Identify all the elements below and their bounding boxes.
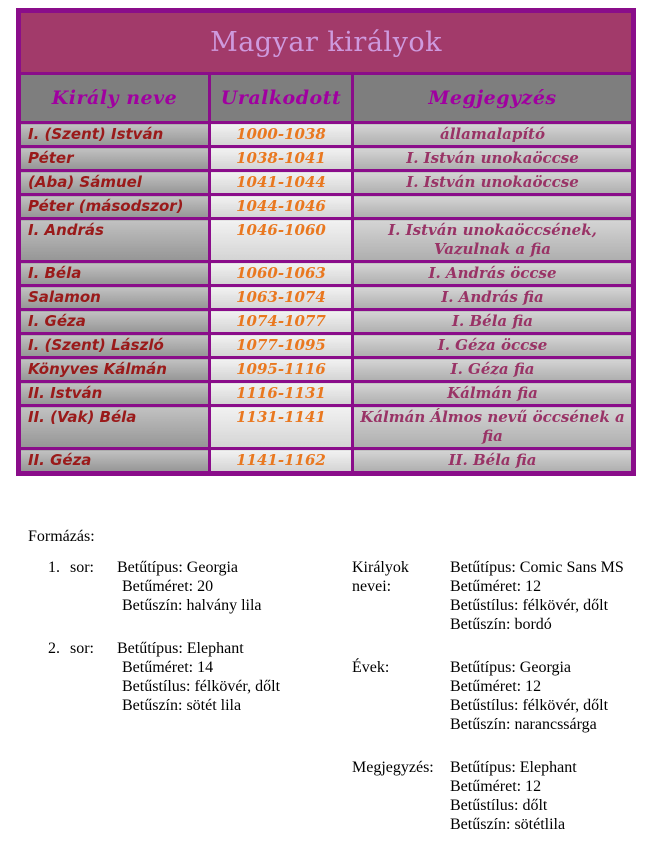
table-row — [19, 286, 634, 310]
note-cell: II. Béla fia — [353, 449, 634, 474]
table-row — [19, 147, 634, 171]
note-cell: államalapító — [353, 123, 634, 147]
note-cell: I. István unokaöccse — [353, 171, 634, 195]
table-row — [19, 406, 634, 449]
king-name-cell: I. Géza — [19, 310, 210, 334]
format-line: Betűméret: 12 — [450, 678, 542, 695]
format-item — [352, 558, 642, 634]
format-line: Betűméret: 12 — [450, 778, 542, 795]
formatting-left-column — [48, 558, 338, 739]
kings-table — [16, 8, 636, 476]
format-line: Betűméret: 20 — [122, 578, 214, 595]
format-line: Betűméret: 12 — [450, 578, 542, 595]
format-item-lines — [117, 639, 338, 715]
header-row — [19, 74, 634, 123]
format-line: Betűszín: sötét lila — [122, 697, 242, 714]
reign-cell: 1046-1060 — [210, 219, 353, 262]
reign-cell: 1000-1038 — [210, 123, 353, 147]
note-cell — [353, 195, 634, 219]
format-line: Betűtípus: Elephant — [450, 759, 577, 776]
king-name-cell: Könyves Kálmán — [19, 358, 210, 382]
table-row — [19, 123, 634, 147]
king-name-cell: I. (Szent) László — [19, 334, 210, 358]
note-cell: I. Géza öccse — [353, 334, 634, 358]
table-row — [19, 195, 634, 219]
format-line: Betűtípus: Comic Sans MS — [450, 559, 624, 576]
column-header-reign: Uralkodott — [210, 74, 353, 123]
king-name-cell: I. András — [19, 219, 210, 262]
format-item-label: Királyok nevei: — [352, 559, 409, 595]
format-item — [48, 558, 338, 615]
table-title: Magyar királyok — [19, 11, 634, 74]
note-cell: I. András fia — [353, 286, 634, 310]
note-cell: I. István unokaöccse — [353, 147, 634, 171]
table-row — [19, 310, 634, 334]
note-cell: Kálmán fia — [353, 382, 634, 406]
format-line: Betűstílus: félkövér, dőlt — [122, 678, 281, 695]
format-line: Betűszín: halvány lila — [122, 597, 262, 614]
reign-cell: 1060-1063 — [210, 262, 353, 286]
table-row — [19, 171, 634, 195]
column-header-king-name: Király neve — [19, 74, 210, 123]
format-line: Betűtípus: Elephant — [117, 640, 244, 657]
note-cell: I. Géza fia — [353, 358, 634, 382]
note-cell: I. Béla fia — [353, 310, 634, 334]
note-cell: I. András öccse — [353, 262, 634, 286]
king-name-cell: Péter (másodszor) — [19, 195, 210, 219]
format-line: Betűtípus: Georgia — [117, 559, 239, 576]
reign-cell: 1074-1077 — [210, 310, 353, 334]
title-row — [19, 11, 634, 74]
reign-cell: 1041-1044 — [210, 171, 353, 195]
table-row — [19, 334, 634, 358]
format-line: Betűtípus: Georgia — [450, 659, 572, 676]
format-item-label: Évek: — [352, 659, 390, 676]
format-item-label: Megjegyzés: — [352, 759, 434, 776]
table-row — [19, 219, 634, 262]
reign-cell: 1131-1141 — [210, 406, 353, 449]
format-item-lines — [117, 558, 338, 615]
king-name-cell: Péter — [19, 147, 210, 171]
format-item-lines — [450, 758, 642, 834]
format-line: Betűszín: narancssárga — [450, 716, 597, 733]
king-name-cell: (Aba) Sámuel — [19, 171, 210, 195]
format-item-lines — [450, 658, 642, 734]
reign-cell: 1038-1041 — [210, 147, 353, 171]
format-item — [48, 639, 338, 715]
format-line: Betűstílus: félkövér, dőlt — [450, 697, 609, 714]
king-name-cell: Salamon — [19, 286, 210, 310]
reign-cell: 1044-1046 — [210, 195, 353, 219]
formatting-right-column — [352, 558, 642, 858]
column-header-note: Megjegyzés — [353, 74, 634, 123]
reign-cell: 1077-1095 — [210, 334, 353, 358]
format-line: Betűszín: bordó — [450, 616, 552, 633]
table-row — [19, 382, 634, 406]
format-item-label: sor: — [70, 640, 94, 657]
king-name-cell: II. Géza — [19, 449, 210, 474]
format-line: Betűszín: sötétlila — [450, 816, 566, 833]
format-item-number: 2. — [48, 640, 60, 657]
reign-cell: 1063-1074 — [210, 286, 353, 310]
king-name-cell: II. (Vak) Béla — [19, 406, 210, 449]
king-name-cell: I. Béla — [19, 262, 210, 286]
format-item-lines — [450, 558, 642, 634]
reign-cell: 1141-1162 — [210, 449, 353, 474]
king-name-cell: II. István — [19, 382, 210, 406]
format-item-number: 1. — [48, 559, 60, 576]
format-line: Betűstílus: félkövér, dőlt — [450, 597, 609, 614]
kings-table-body — [19, 123, 634, 474]
formatting-heading: Formázás: — [28, 528, 95, 545]
format-item — [352, 758, 642, 834]
note-cell: I. István unokaöccsének, Vazulnak a fia — [353, 219, 634, 262]
table-row — [19, 449, 634, 474]
reign-cell: 1095-1116 — [210, 358, 353, 382]
table-row — [19, 358, 634, 382]
reign-cell: 1116-1131 — [210, 382, 353, 406]
format-item-label: sor: — [70, 559, 94, 576]
format-item — [352, 658, 642, 734]
king-name-cell: I. (Szent) István — [19, 123, 210, 147]
table-row — [19, 262, 634, 286]
note-cell: Kálmán Álmos nevű öccsének a fia — [353, 406, 634, 449]
format-line: Betűméret: 14 — [122, 659, 214, 676]
format-line: Betűstílus: dőlt — [450, 797, 548, 814]
